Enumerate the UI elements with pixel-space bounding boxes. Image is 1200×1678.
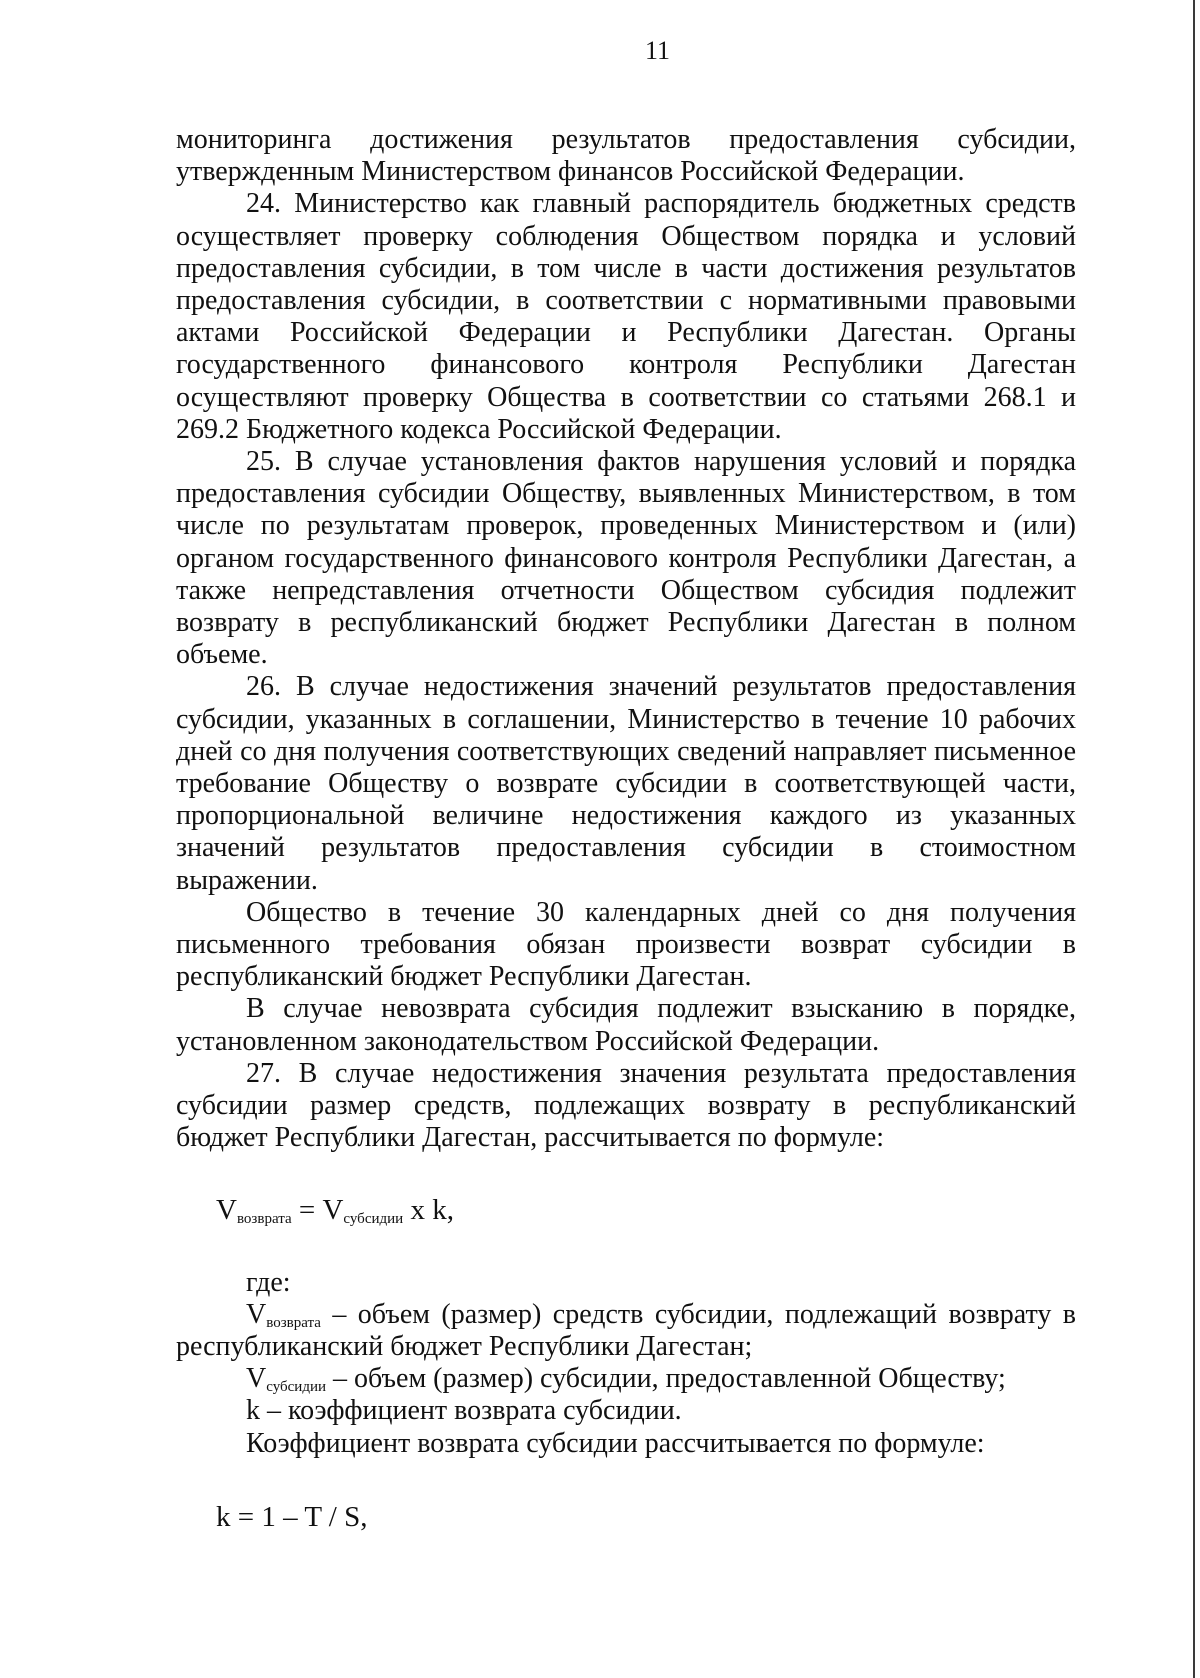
formula-return-amount xyxy=(176,1193,1076,1227)
paragraph-26-return-term: Общество в течение 30 календарных дней со дня получения письменного требования обязан произвести возврат субсидии в республиканский бюджет Республики Дагестан. xyxy=(176,896,1076,993)
definition-k: k – коэффициент возврата субсидии. xyxy=(246,1395,682,1427)
paragraph-27: 27. В случае недостижения значения результата предоставления субсидии размер средств, подлежащих возврату в республиканский бюджет Республики Дагестан, рассчитывается по формуле: xyxy=(176,1057,1076,1154)
formula-coefficient: k = 1 – T / S, xyxy=(216,1500,368,1533)
formula-v-symbol: V xyxy=(216,1193,237,1226)
page-number: 11 xyxy=(644,36,671,65)
formula-tail: x k, xyxy=(403,1193,454,1226)
paragraph-26-recovery: В случае невозврата субсидия подлежит взысканию в порядке, установленном законодательством Российской Федерации. xyxy=(176,993,1076,1057)
def-v-return-symbol: V xyxy=(246,1298,267,1330)
paragraph-26: 26. В случае недостижения значений результатов предоставления субсидии, указанных в соглашении, Министерство в течение 10 рабочих дней со дня получения соответствующих сведений направляет письменное требование Обществу о возврате субсидии в соответствующей части, пропорциональной величине недостижения каждого из указанных значений результатов предоставления субсидии в стоимостном выражении. xyxy=(176,671,1076,896)
formula-sub-return: возврата xyxy=(236,1210,292,1227)
definition-v-return xyxy=(176,1299,1076,1363)
def-v-subsidy-sub: субсидии xyxy=(266,1379,326,1396)
where-label: где: xyxy=(246,1266,291,1298)
def-v-return-text: – объем (размер) средств субсидии, подлежащий возврату в республиканский бюджет Республики Дагестан; xyxy=(176,1298,1076,1362)
definition-v-subsidy xyxy=(176,1363,1076,1395)
paragraph-continuation: мониторинга достижения результатов предоставления субсидии, утвержденным Министерством финансов Российской Федерации. xyxy=(176,124,1076,188)
document-body xyxy=(176,124,1076,1534)
formula-equals: = V xyxy=(291,1193,344,1226)
def-v-subsidy-symbol: V xyxy=(246,1363,267,1395)
paragraph-24: 24. Министерство как главный распорядитель бюджетных средств осуществляет проверку соблюдения Обществом порядка и условий предоставления субсидии, в том числе в части достижения результатов предоставления субсидии, в соответствии с нормативными правовыми актами Российской Федерации и Республики Дагестан. Органы государственного финансового контроля Республики Дагестан осуществляют проверку Общества в соответствии со статьями 268.1 и 269.2 Бюджетного кодекса Российской Федерации. xyxy=(176,188,1076,445)
paragraph-25: 25. В случае установления фактов нарушения условий и порядка предоставления субсидии Обществу, выявленных Министерством, в том числе по результатам проверок, проведенных Министерством и (или) органом государственного финансового контроля Республики Дагестан, а также непредставления отчетности Обществом субсидия подлежит возврату в республиканский бюджет Республики Дагестан в полном объеме. xyxy=(176,446,1076,671)
scan-edge-line xyxy=(1193,0,1195,1678)
formula-sub-subsidy: субсидии xyxy=(343,1210,404,1227)
def-v-subsidy-text: – объем (размер) субсидии, предоставленной Обществу; xyxy=(326,1363,1006,1395)
def-v-return-sub: возврата xyxy=(266,1314,321,1331)
k-formula-intro: Коэффициент возврата субсидии рассчитывается по формуле: xyxy=(246,1427,985,1459)
